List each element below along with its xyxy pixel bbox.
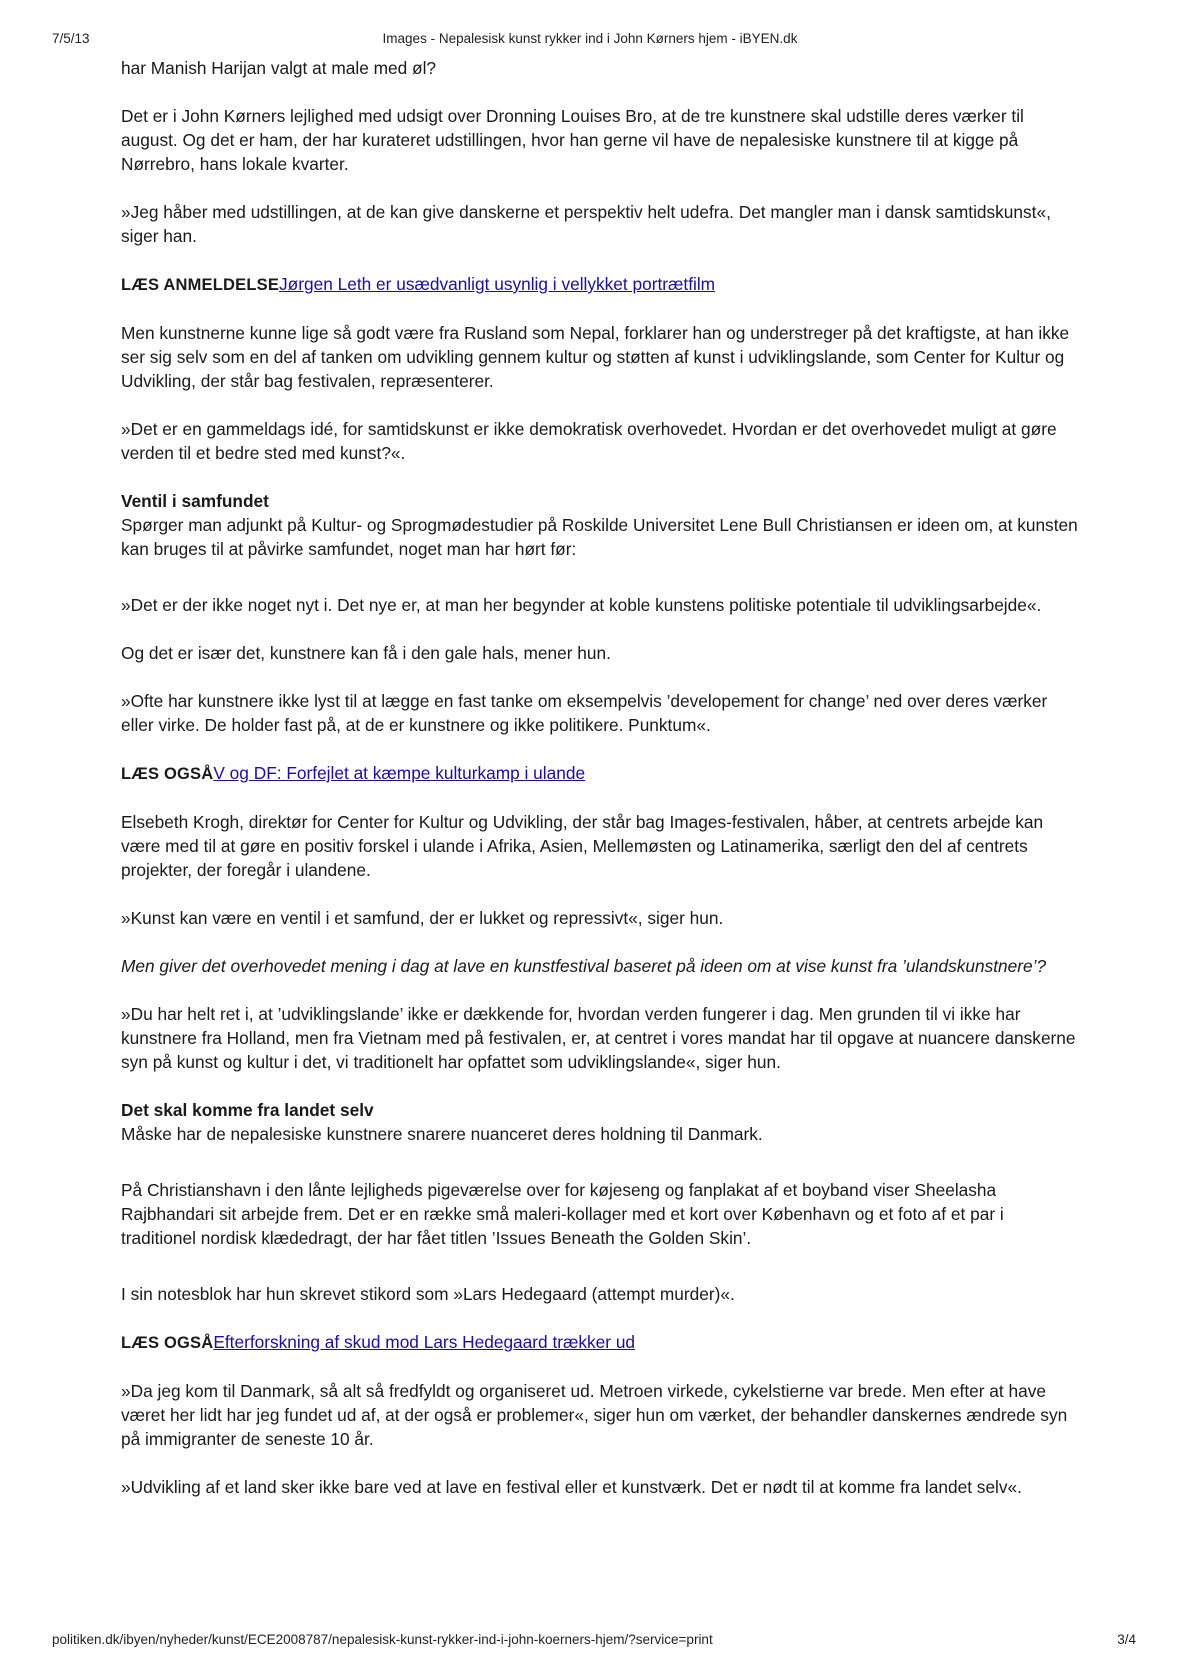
paragraph: Og det er især det, kunstnere kan få i den gale hals, mener hun. [121,643,611,663]
page-number: 3/4 [1117,1632,1136,1647]
interview-question: Men giver det overhovedet mening i dag at lave en kunstfestival baseret på ideen om at vise kunst fra ’ulandskunstnere’? [121,956,1047,976]
paragraph: Det er i John Kørners lejlighed med udsigt over Dronning Louises Bro, at de tre kunstnere skal udstille deres værker til august. Og det er ham, der har kurateret udstillingen, hvor han gerne vil have de nepalesiske kunstnere til at kigge på Nørrebro, hans lokale kvarter. [121,106,1024,174]
print-date: 7/5/13 [52,31,90,46]
read-more-label: LÆS ANMELDELSE [121,276,280,294]
paragraph: »Ofte har kunstnere ikke lyst til at lægge en fast tanke om eksempelvis ’developement for change’ ned over deres værker eller virke. De holder fast på, at de er kunstnere og ikke politikere. Punktum«. [121,691,1048,735]
paragraph: »Det er der ikke noget nyt i. Det nye er, at man her begynder at koble kunstens politiske potentiale til udviklingsarbejde«. [121,595,1042,615]
print-source-url: politiken.dk/ibyen/nyheder/kunst/ECE2008787/nepalesisk-kunst-rykker-ind-i-john-koerners-hjem/?service=print [52,1632,713,1647]
read-more-also [121,761,1081,786]
read-more-also [121,1330,1081,1355]
read-more-label: LÆS OGSÅ [121,765,214,783]
paragraph: På Christianshavn i den lånte lejligheds pigeværelse over for køjeseng og fanplakat af et boyband viser Sheelasha Rajbhandari sit arbejde frem. Det er en række små maleri-kollager med et kort over København og et foto af et par i traditionel nordisk klædedragt, der har fået titlen ’Issues Beneath the Golden Skin’. [121,1180,1004,1248]
paragraph: »Udvikling af et land sker ikke bare ved at lave en festival eller et kunstværk. Det er nødt til at komme fra landet selv«. [121,1477,1022,1497]
paragraph: »Da jeg kom til Danmark, så alt så fredfyldt og organiseret ud. Metroen virkede, cykelstierne var brede. Men efter at have været her lidt har jeg fundet ud af, at der også er problemer«, siger hun om værket, der behandler danskernes ændrede syn på immigranter de seneste 10 år. [121,1381,1068,1449]
paragraph: »Det er en gammeldags idé, for samtidskunst er ikke demokratisk overhovedet. Hvordan er det overhovedet muligt at gøre verden til et bedre sted med kunst?«. [121,419,1057,463]
section-heading: Ventil i samfundet [121,491,269,511]
paragraph: »Jeg håber med udstillingen, at de kan give danskerne et perspektiv helt udefra. Det mangler man i dansk samtidskunst«, siger han. [121,202,1051,246]
paragraph: Elsebeth Krogh, direktør for Center for Kultur og Udvikling, der står bag Images-festivalen, håber, at centrets arbejde kan være med til at gøre en positiv forskel i ulande i Afrika, Asien, Mellemøsten og Latinamerika, særligt den del af centrets projekter, der foregår i ulandene. [121,812,1044,880]
paragraph: Spørger man adjunkt på Kultur- og Sprogmødestudier på Roskilde Universitet Lene Bull Christiansen er ideen om, at kunsten kan bruges til at påvirke samfundet, noget man har hørt før: [121,515,1078,559]
read-more-review [121,272,1081,297]
read-more-label: LÆS OGSÅ [121,1334,214,1352]
article-body [121,56,1081,1499]
read-more-link[interactable]: Efterforskning af skud mod Lars Hedegaard trækker ud [213,1332,636,1352]
paragraph: »Kunst kan være en ventil i et samfund, der er lukket og repressivt«, siger hun. [121,908,724,928]
paragraph: »Du har helt ret i, at ’udviklingslande’ ikke er dækkende for, hvordan verden fungerer i dag. Men grunden til vi ikke har kunstnere fra Holland, men fra Vietnam med på festivalen, er, at centret i vores mandat har til opgave at nuancere danskerne syn på kunst og kultur i det, vi traditionelt har opfattet som udviklingslande«, siger hun. [121,1004,1076,1072]
paragraph: Måske har de nepalesiske kunstnere snarere nuanceret deres holdning til Danmark. [121,1124,763,1144]
read-more-link[interactable]: Jørgen Leth er usædvanligt usynlig i vellykket portrætfilm [279,274,716,294]
paragraph: Men kunstnerne kunne lige så godt være fra Rusland som Nepal, forklarer han og understreger på det kraftigste, at han ikke ser sig selv som en del af tanken om udvikling gennem kultur og støtten af kunst i udviklingslande, som Center for Kultur og Udvikling, der står bag festivalen, repræsenterer. [121,323,1070,391]
section-heading: Det skal komme fra landet selv [121,1100,374,1120]
print-page-title: Images - Nepalesisk kunst rykker ind i John Kørners hjem - iBYEN.dk [382,31,798,46]
read-more-link[interactable]: V og DF: Forfejlet at kæmpe kulturkamp i ulande [213,763,586,783]
paragraph: I sin notesblok har hun skrevet stikord som »Lars Hedegaard (attempt murder)«. [121,1284,735,1304]
paragraph: har Manish Harijan valgt at male med øl? [121,58,437,78]
